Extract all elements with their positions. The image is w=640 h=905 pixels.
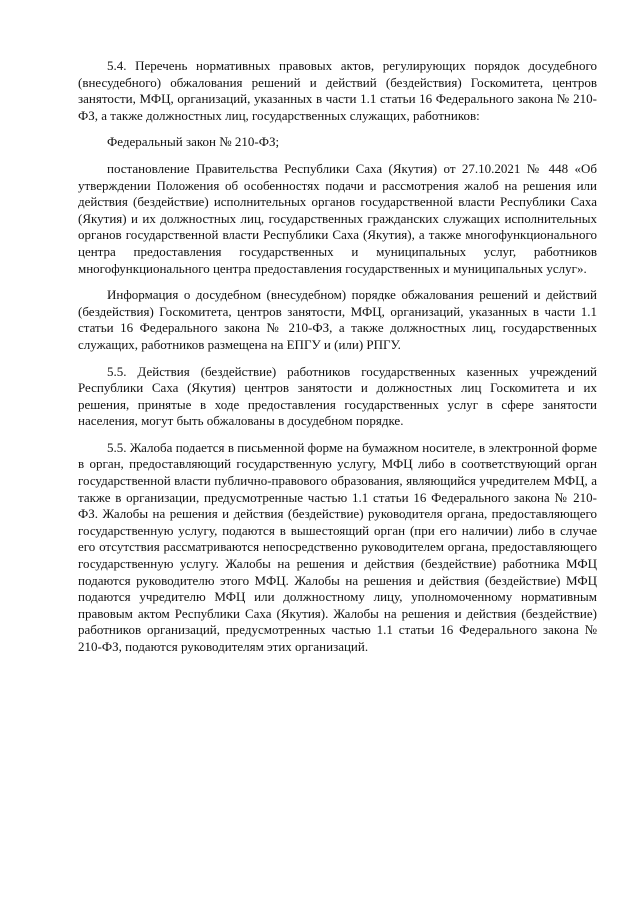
paragraph-5-4-list-of-acts: 5.4. Перечень нормативных правовых актов, регулирующих порядок досудебного (внесудебного) обжалования решений и действий (бездействия) Госкомитета, центров занятости, МФЦ, организаций, указанных в части 1.1 статьи 16 Федерального закона № 210-ФЗ, а также должностных лиц, государственных служащих, работников: — [78, 58, 597, 123]
document-page — [78, 58, 597, 656]
paragraph-government-decree: постановление Правительства Республики Саха (Якутия) от 27.10.2021 № 448 «Об утверждении Положения об особенностях подачи и рассмотрения жалоб на решения или действия (бездействие) исполнительных органов государственной власти Республики Саха (Якутия) и их должностных лиц, государственных гражданских служащих исполнительных органов государственной власти Республики Саха (Якутия), а также многофункционального центра предоставления государственных и муниципальных услуг, работников многофункционального центра предоставления государственных и муниципальных услуг». — [78, 160, 597, 276]
paragraph-information-appeal: Информация о досудебном (внесудебном) порядке обжалования решений и действий (бездействия) Госкомитета, центров занятости, МФЦ, организаций, указанных в части 1.1 статьи 16 Федерального закона № 210-ФЗ, а также должностных лиц, государственных служащих, работников размещена на ЕПГУ и (или) РПГУ. — [78, 287, 597, 352]
paragraph-5-5-actions: 5.5. Действия (бездействие) работников государственных казенных учреждений Республики Саха (Якутия) центров занятости и должностных лиц Госкомитета и их решения, принятые в ходе предоставления государственных услуг в сфере занятости населения, могут быть обжалованы в досудебном порядке. — [78, 363, 597, 429]
paragraph-5-5-complaint: 5.5. Жалоба подается в письменной форме на бумажном носителе, в электронной форме в орган, предоставляющий государственную услугу, МФЦ либо в соответствующий орган государственной власти публично-правового образования, являющийся учредителем МФЦ, а также в организации, предусмотренные частью 1.1 статьи 16 Федерального закона № 210-ФЗ. Жалобы на решения и действия (бездействие) руководителя органа, предоставляющего государственную услугу, подаются в вышестоящий орган (при его наличии) либо в случае его отсутствия рассматриваются непосредственно руководителем органа, предоставляющего государственную услугу. Жалобы на решения и действия (бездействие) работника МФЦ подаются руководителю этого МФЦ. Жалобы на решения и действия (бездействие) МФЦ подаются учредителю МФЦ или должностному лицу, уполномоченному нормативным правовым актом Республики Саха (Якутия). Жалобы на решения и действия (бездействие) работников организаций, предусмотренных частью 1.1 статьи 16 Федерального закона № 210-ФЗ, подаются руководителям этих организаций. — [78, 439, 597, 654]
paragraph-federal-law: Федеральный закон № 210-ФЗ; — [107, 134, 280, 150]
